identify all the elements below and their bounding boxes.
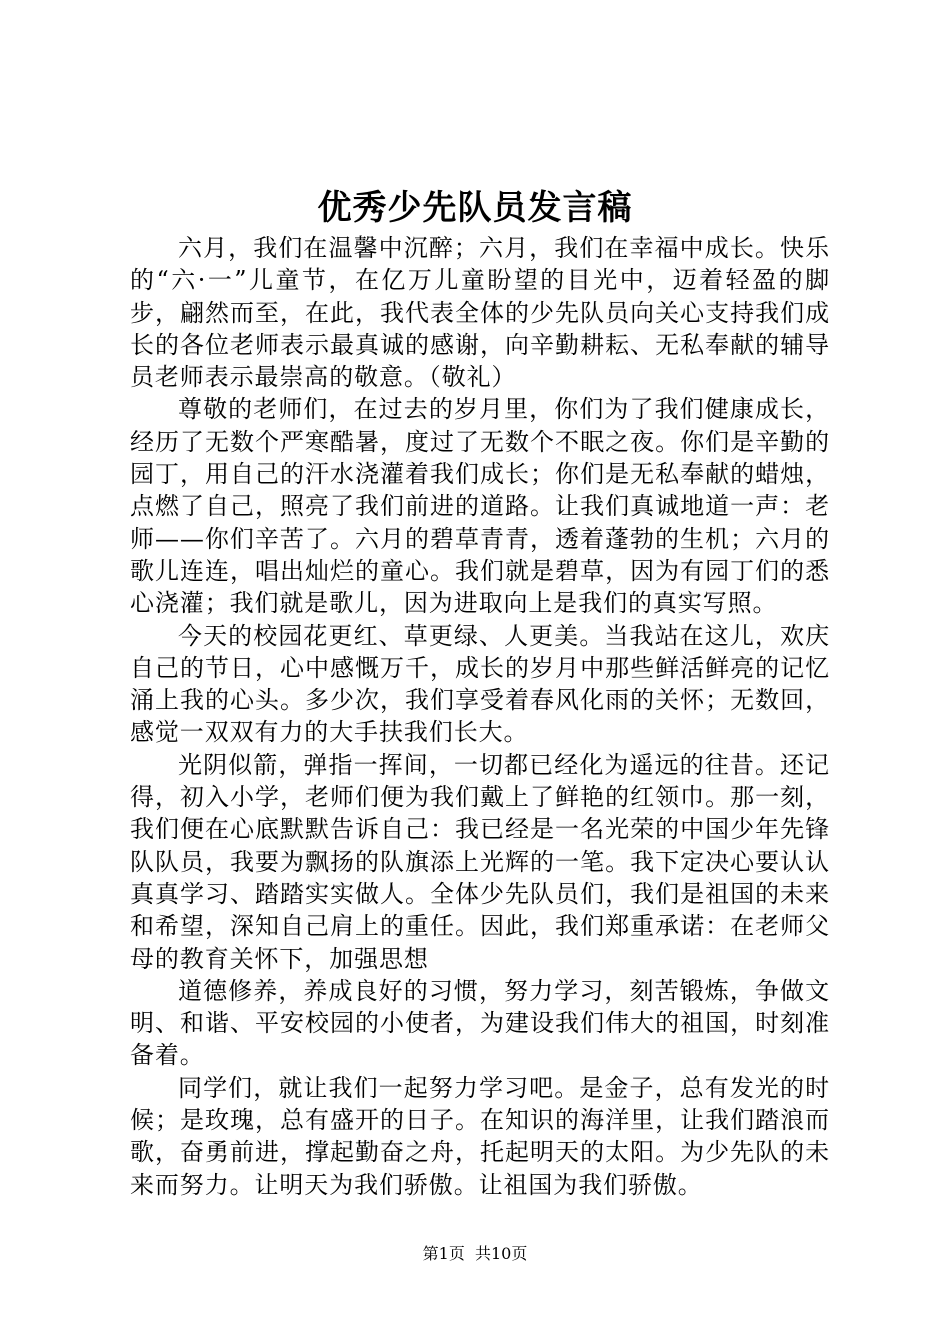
document-body — [130, 232, 830, 1201]
paragraph: 六月，我们在温馨中沉醉；六月，我们在幸福中成长。快乐的“六·一”儿童节，在亿万儿童盼望的目光中，迈着轻盈的脚步，翩然而至，在此，我代表全体的少先队员向关心支持我们成长的各位老师表示最真诚的感谢，向辛勤耕耘、无私奉献的辅导员老师表示最崇高的敬意。（敬礼） — [130, 234, 830, 392]
document-title: 优秀少先队员发言稿 — [317, 188, 633, 228]
paragraph: 今天的校园花更红、草更绿、人更美。当我站在这儿，欢庆自己的节日，心中感慨万千，成长的岁月中那些鲜活鲜亮的记忆涌上我的心头。多少次，我们享受着春风化雨的关怀；无数回，感觉一双双有力的大手扶我们长大。 — [130, 621, 830, 747]
paragraph: 道德修养，养成良好的习惯，努力学习，刻苦锻炼，争做文明、和谐、平安校园的小使者，为建设我们伟大的祖国，时刻准备着。 — [130, 976, 830, 1070]
page-footer — [0, 1243, 950, 1265]
paragraph: 光阴似箭，弹指一挥间，一切都已经化为遥远的往昔。还记得，初入小学，老师们便为我们戴上了鲜艳的红领巾。那一刻，我们便在心底默默告诉自己：我已经是一名光荣的中国少年先锋队队员，我要为飘扬的队旗添上光辉的一笔。我下定决心要认认真真学习、踏踏实实做人。全体少先队员们，我们是祖国的未来和希望，深知自己肩上的重任。因此，我们郑重承诺：在老师父母的教育关怀下，加强思想 — [130, 750, 830, 973]
paragraph: 尊敬的老师们，在过去的岁月里，你们为了我们健康成长，经历了无数个严寒酷暑，度过了无数个不眠之夜。你们是辛勤的园丁，用自己的汗水浇灌着我们成长；你们是无私奉献的蜡烛，点燃了自己，照亮了我们前进的道路。让我们真诚地道一声：老师——你们辛苦了。六月的碧草青青，透着蓬勃的生机；六月的歌儿连连，唱出灿烂的童心。我们就是碧草，因为有园丁们的悉心浇灌；我们就是歌儿，因为进取向上是我们的真实写照。 — [130, 395, 830, 618]
paragraph: 同学们，就让我们一起努力学习吧。是金子，总有发光的时候；是玫瑰，总有盛开的日子。在知识的海洋里，让我们踏浪而歌，奋勇前进，撑起勤奋之舟，托起明天的太阳。为少先队的未来而努力。让明天为我们骄傲。让祖国为我们骄傲。 — [130, 1073, 830, 1199]
page-number: 第1页 共10页 — [422, 1244, 528, 1263]
